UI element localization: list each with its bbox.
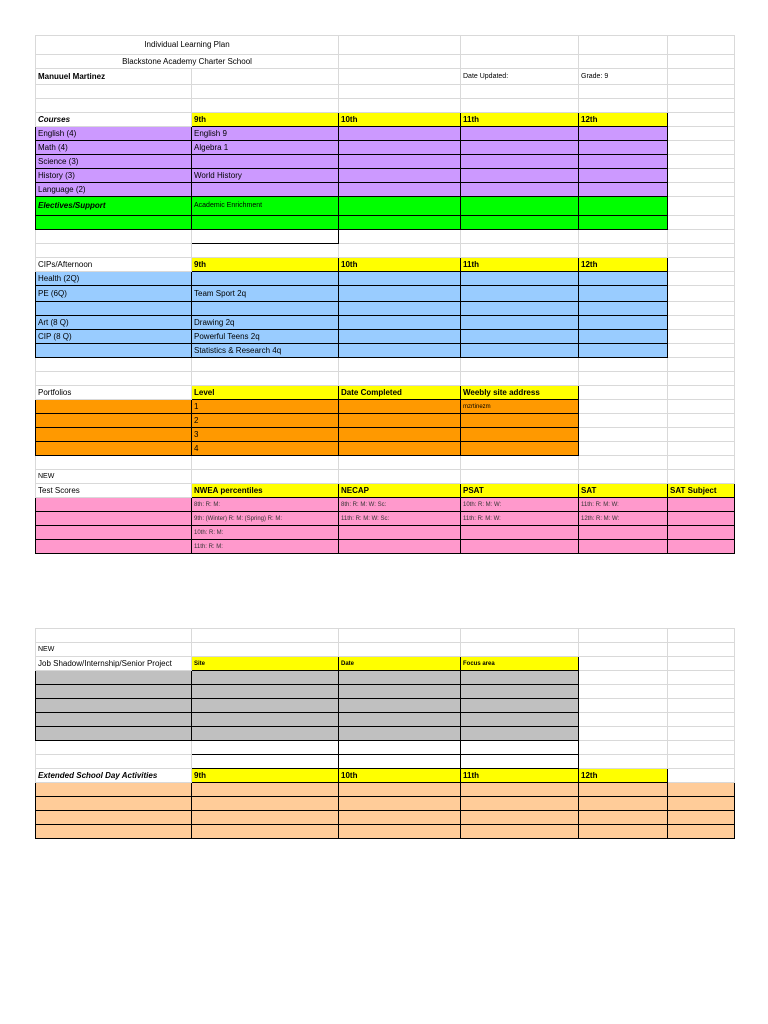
new-label: NEW (36, 643, 192, 657)
course-name: Math (4) (36, 141, 192, 155)
table-row (36, 526, 735, 540)
grade-11-header: 11th (461, 769, 579, 783)
table-row (36, 797, 735, 811)
course-cell[interactable]: Algebra 1 (192, 141, 339, 155)
course-cell[interactable] (192, 183, 339, 197)
cip-cell[interactable]: Powerful Teens 2q (192, 330, 339, 344)
date-updated-label: Date Updated: (461, 69, 579, 85)
table-row (36, 699, 735, 713)
courses-header-row (36, 113, 735, 127)
grade-10-header: 10th (339, 258, 461, 272)
course-name: Language (2) (36, 183, 192, 197)
new-label: NEW (36, 470, 192, 484)
job-header-row (36, 657, 735, 671)
cip-cell[interactable]: Statistics & Research 4q (192, 344, 339, 358)
cip-name (36, 344, 192, 358)
table-row (36, 216, 735, 230)
course-name: History (3) (36, 169, 192, 183)
date-header: Date (339, 657, 461, 671)
table-row (36, 400, 735, 414)
grade-11-header: 11th (461, 258, 579, 272)
portfolio-level: 1 (192, 400, 339, 414)
extended-label: Extended School Day Activities (36, 769, 192, 783)
course-cell[interactable]: English 9 (192, 127, 339, 141)
table-row (36, 169, 735, 183)
electives-label: Electives/Support (36, 197, 192, 216)
test-scores-label: Test Scores (36, 484, 192, 498)
table-row (36, 727, 735, 741)
score-cell[interactable] (461, 540, 579, 554)
necap-header: NECAP (339, 484, 461, 498)
cip-name: CIP (8 Q) (36, 330, 192, 344)
table-row (36, 755, 735, 769)
nwea-header: NWEA percentiles (192, 484, 339, 498)
grade-10-header: 10th (339, 113, 461, 127)
grade-label: Grade: 9 (579, 69, 668, 85)
table-row (36, 316, 735, 330)
electives-cell[interactable]: Academic Enrichment (192, 197, 339, 216)
table-row (36, 713, 735, 727)
score-cell[interactable] (668, 526, 735, 540)
table-row (36, 197, 735, 216)
school-name: Blackstone Academy Charter School (36, 55, 339, 69)
portfolio-level: 2 (192, 414, 339, 428)
sat-subject-header: SAT Subject (668, 484, 735, 498)
ilp-sheet-bottom (35, 628, 735, 839)
course-cell[interactable]: World History (192, 169, 339, 183)
ilp-sheet-top (35, 35, 735, 554)
score-cell[interactable]: 11th: R: M: (192, 540, 339, 554)
score-cell[interactable]: 12th: R: M: W: (579, 512, 668, 526)
score-cell[interactable] (579, 526, 668, 540)
portfolio-level: 3 (192, 428, 339, 442)
score-cell[interactable]: 9th: (Winter) R: M: (Spring) R: M: (192, 512, 339, 526)
grade-9-header: 9th (192, 113, 339, 127)
score-cell[interactable] (579, 540, 668, 554)
table-row (36, 286, 735, 302)
grade-9-header: 9th (192, 258, 339, 272)
page-title: Individual Learning Plan (36, 36, 339, 55)
grade-12-header: 12th (579, 258, 668, 272)
course-name: English (4) (36, 127, 192, 141)
table-row (36, 183, 735, 197)
extended-header-row (36, 769, 735, 783)
weebly-address[interactable]: mzrtinezm (461, 400, 579, 414)
score-cell[interactable] (668, 540, 735, 554)
table-row (36, 512, 735, 526)
course-cell[interactable] (192, 155, 339, 169)
score-cell[interactable] (461, 526, 579, 540)
student-name: Manuuel Martinez (36, 69, 192, 85)
table-row (36, 344, 735, 358)
table-row (36, 825, 735, 839)
portfolios-header-row (36, 386, 735, 400)
courses-label: Courses (36, 113, 192, 127)
score-cell[interactable]: 10th: R: M: W: (461, 498, 579, 512)
grade-10-header: 10th (339, 769, 461, 783)
cip-cell[interactable] (192, 272, 339, 286)
table-row (36, 302, 735, 316)
table-row (36, 127, 735, 141)
score-cell[interactable]: 10th: R: M: (192, 526, 339, 540)
psat-header: PSAT (461, 484, 579, 498)
portfolio-level: 4 (192, 442, 339, 456)
table-row (36, 540, 735, 554)
score-cell[interactable]: 11th: R: M: W: (461, 512, 579, 526)
grade-9-header: 9th (192, 769, 339, 783)
table-row (36, 428, 735, 442)
grade-11-header: 11th (461, 113, 579, 127)
cips-header-row (36, 258, 735, 272)
score-cell[interactable]: 11th: R: M: W: Sc: (339, 512, 461, 526)
score-cell[interactable] (339, 540, 461, 554)
table-row (36, 155, 735, 169)
table-row (36, 272, 735, 286)
focus-area-header: Focus area (461, 657, 579, 671)
table-row (36, 671, 735, 685)
score-cell[interactable]: 8th: R: M: (192, 498, 339, 512)
table-row (36, 783, 735, 797)
score-cell[interactable] (339, 526, 461, 540)
sat-header: SAT (579, 484, 668, 498)
cips-label: CIPs/Afternoon (36, 258, 192, 272)
table-row (36, 741, 735, 755)
course-name: Science (3) (36, 155, 192, 169)
score-cell[interactable]: 8th: R: M: W: Sc: (339, 498, 461, 512)
table-row (36, 685, 735, 699)
level-header: Level (192, 386, 339, 400)
portfolios-label: Portfolios (36, 386, 192, 400)
score-cell[interactable] (668, 498, 735, 512)
cip-cell[interactable]: Team Sport 2q (192, 286, 339, 302)
cip-name (36, 302, 192, 316)
cip-name: Health (2Q) (36, 272, 192, 286)
date-completed-header: Date Completed (339, 386, 461, 400)
table-row (36, 442, 735, 456)
grade-12-header: 12th (579, 113, 668, 127)
table-row (36, 141, 735, 155)
site-header: Site (192, 657, 339, 671)
weebly-header: Weebly site address (461, 386, 579, 400)
score-cell[interactable]: 11th: R: M: W: (579, 498, 668, 512)
table-row (36, 414, 735, 428)
cip-name: Art (8 Q) (36, 316, 192, 330)
table-row (36, 498, 735, 512)
score-cell[interactable] (668, 512, 735, 526)
cip-cell[interactable] (192, 302, 339, 316)
job-shadow-label: Job Shadow/Internship/Senior Project (36, 657, 192, 671)
table-row (36, 811, 735, 825)
tests-header-row (36, 484, 735, 498)
table-row (36, 330, 735, 344)
grade-12-header: 12th (579, 769, 668, 783)
cip-name: PE (6Q) (36, 286, 192, 302)
cip-cell[interactable]: Drawing 2q (192, 316, 339, 330)
